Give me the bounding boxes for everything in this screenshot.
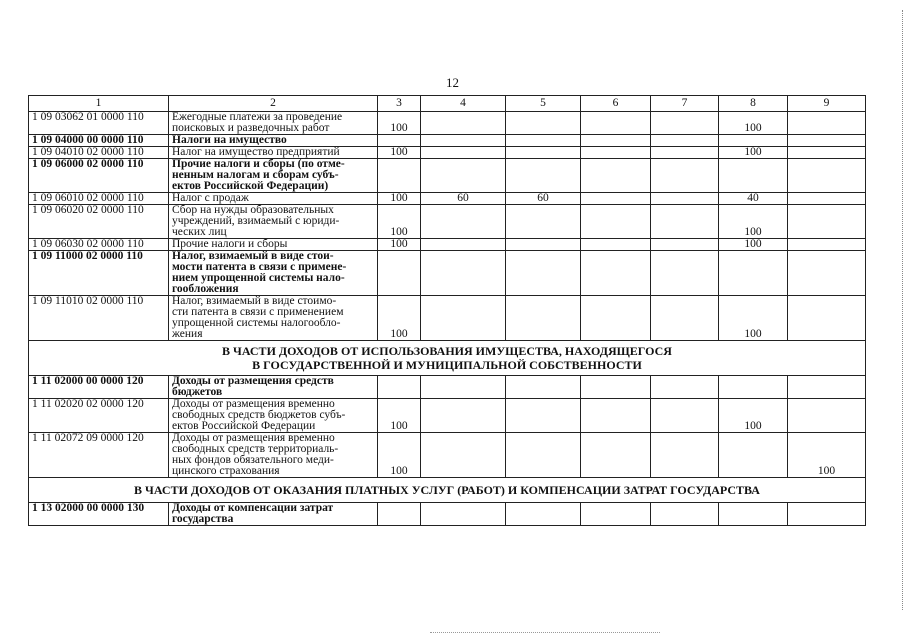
budget-classification-code: 1 09 06030 02 0000 110 bbox=[29, 239, 169, 251]
revenue-name-line: Прочие налоги и сборы (по отме- bbox=[172, 158, 345, 170]
column-number-cell: 3 bbox=[378, 96, 421, 112]
percentage-cell bbox=[788, 399, 866, 433]
percentage-cell bbox=[378, 503, 421, 526]
percentage-cell bbox=[378, 135, 421, 147]
percentage-cell bbox=[581, 147, 651, 159]
percentage-cell bbox=[651, 159, 719, 193]
percentage-cell: 100 bbox=[378, 239, 421, 251]
percentage-cell: 60 bbox=[506, 193, 581, 205]
revenue-name-line: Доходы от размещения средств bbox=[172, 375, 334, 387]
percentage-cell bbox=[421, 503, 506, 526]
table-row bbox=[29, 159, 866, 193]
percentage-cell bbox=[378, 159, 421, 193]
percentage-cell bbox=[581, 135, 651, 147]
revenue-name bbox=[169, 251, 378, 296]
column-number-cell: 9 bbox=[788, 96, 866, 112]
percentage-cell: 100 bbox=[719, 239, 788, 251]
revenue-name bbox=[169, 376, 378, 399]
column-number-cell: 7 bbox=[651, 96, 719, 112]
revenue-name-line: Доходы от компенсации затрат bbox=[172, 502, 334, 514]
revenue-name bbox=[169, 503, 378, 526]
percentage-cell: 100 bbox=[719, 296, 788, 341]
percentage-cell bbox=[421, 135, 506, 147]
percentage-cell bbox=[651, 399, 719, 433]
column-number-cell: 2 bbox=[169, 96, 378, 112]
percentage-cell bbox=[421, 205, 506, 239]
budget-classification-code: 1 09 03062 01 0000 110 bbox=[29, 112, 169, 135]
percentage-cell: 100 bbox=[378, 147, 421, 159]
percentage-cell bbox=[378, 376, 421, 399]
percentage-cell bbox=[506, 433, 581, 478]
budget-classification-code: 1 11 02000 00 0000 120 bbox=[29, 376, 169, 399]
percentage-cell bbox=[788, 376, 866, 399]
budget-classification-code: 1 09 06020 02 0000 110 bbox=[29, 205, 169, 239]
revenue-name-line: ческих лиц bbox=[172, 226, 227, 238]
percentage-cell bbox=[651, 193, 719, 205]
page-number: 12 bbox=[446, 75, 459, 90]
percentage-cell bbox=[651, 112, 719, 135]
revenue-name-line: жения bbox=[172, 328, 203, 340]
percentage-cell: 100 bbox=[719, 205, 788, 239]
budget-classification-code: 1 11 02020 02 0000 120 bbox=[29, 399, 169, 433]
percentage-cell bbox=[581, 205, 651, 239]
revenue-name-line: свободных средств территориаль- bbox=[172, 443, 339, 455]
table-row bbox=[29, 399, 866, 433]
percentage-cell bbox=[719, 135, 788, 147]
revenue-name-line: ненным налогам и сборам субъ- bbox=[172, 169, 339, 181]
revenue-name-line: Сбор на нужды образовательных bbox=[172, 204, 334, 216]
percentage-cell bbox=[506, 376, 581, 399]
table-row bbox=[29, 239, 866, 251]
revenue-name-line: Налог на имущество предприятий bbox=[172, 146, 340, 158]
percentage-cell bbox=[719, 376, 788, 399]
table-row bbox=[29, 503, 866, 526]
column-number-cell: 8 bbox=[719, 96, 788, 112]
revenue-name bbox=[169, 239, 378, 251]
revenue-name bbox=[169, 159, 378, 193]
percentage-cell: 100 bbox=[719, 399, 788, 433]
table-row bbox=[29, 251, 866, 296]
percentage-cell bbox=[788, 296, 866, 341]
percentage-cell bbox=[506, 296, 581, 341]
budget-classification-code: 1 09 06000 02 0000 110 bbox=[29, 159, 169, 193]
percentage-cell bbox=[651, 135, 719, 147]
percentage-cell bbox=[719, 503, 788, 526]
column-number-cell: 4 bbox=[421, 96, 506, 112]
table-row bbox=[29, 205, 866, 239]
table-row bbox=[29, 135, 866, 147]
percentage-cell: 100 bbox=[378, 112, 421, 135]
section-heading-row bbox=[29, 341, 866, 376]
section-heading-row bbox=[29, 478, 866, 503]
budget-classification-code: 1 09 11000 02 0000 110 bbox=[29, 251, 169, 296]
revenue-name-line: нием упрощенной системы нало- bbox=[172, 272, 345, 284]
percentage-cell: 100 bbox=[719, 112, 788, 135]
column-number-row bbox=[29, 96, 866, 112]
percentage-cell bbox=[421, 239, 506, 251]
percentage-cell: 100 bbox=[719, 147, 788, 159]
budget-classification-code: 1 09 04010 02 0000 110 bbox=[29, 147, 169, 159]
revenue-name-line: ектов Российской Федерации bbox=[172, 420, 316, 432]
percentage-cell: 100 bbox=[378, 205, 421, 239]
percentage-cell bbox=[651, 147, 719, 159]
revenue-name-line: Доходы от размещения временно bbox=[172, 432, 335, 444]
section-heading-line: В ГОСУДАРСТВЕННОЙ И МУНИЦИПАЛЬНОЙ СОБСТВЕННОСТИ bbox=[252, 358, 642, 372]
percentage-cell bbox=[581, 251, 651, 296]
percentage-cell bbox=[421, 147, 506, 159]
revenue-name-line: ных фондов обязательного меди- bbox=[172, 454, 334, 466]
revenue-name-line: Налог, взимаемый в виде стои- bbox=[172, 250, 334, 262]
revenue-name-line: гообложения bbox=[172, 283, 239, 295]
revenue-allocation-table bbox=[28, 95, 866, 526]
scan-edge-artifact bbox=[900, 10, 903, 610]
table-row bbox=[29, 433, 866, 478]
percentage-cell bbox=[581, 239, 651, 251]
revenue-name bbox=[169, 205, 378, 239]
percentage-cell bbox=[788, 239, 866, 251]
percentage-cell bbox=[506, 205, 581, 239]
column-number-cell: 5 bbox=[506, 96, 581, 112]
revenue-name-line: мости патента в связи с примене- bbox=[172, 261, 347, 273]
percentage-cell bbox=[421, 296, 506, 341]
section-heading-line: В ЧАСТИ ДОХОДОВ ОТ ИСПОЛЬЗОВАНИЯ ИМУЩЕСТВА, НАХОДЯЩЕГОСЯ bbox=[222, 344, 672, 358]
percentage-cell bbox=[788, 147, 866, 159]
scan-noise-artifact bbox=[430, 632, 660, 635]
column-number-cell: 1 bbox=[29, 96, 169, 112]
revenue-name-line: Налоги на имущество bbox=[172, 134, 287, 146]
revenue-name-line: учреждений, взимаемый с юриди- bbox=[172, 215, 340, 227]
percentage-cell bbox=[788, 205, 866, 239]
percentage-cell: 100 bbox=[788, 433, 866, 478]
percentage-cell bbox=[651, 503, 719, 526]
percentage-cell bbox=[581, 193, 651, 205]
section-heading bbox=[29, 341, 866, 376]
revenue-name-line: сти патента в связи с применением bbox=[172, 306, 344, 318]
percentage-cell bbox=[581, 159, 651, 193]
percentage-cell bbox=[506, 239, 581, 251]
revenue-name-line: государства bbox=[172, 513, 234, 525]
revenue-name bbox=[169, 433, 378, 478]
revenue-name bbox=[169, 193, 378, 205]
percentage-cell bbox=[719, 251, 788, 296]
percentage-cell bbox=[421, 399, 506, 433]
percentage-cell bbox=[719, 433, 788, 478]
percentage-cell bbox=[651, 239, 719, 251]
percentage-cell bbox=[788, 159, 866, 193]
percentage-cell bbox=[581, 112, 651, 135]
section-heading bbox=[29, 478, 866, 503]
table-row bbox=[29, 376, 866, 399]
percentage-cell: 60 bbox=[421, 193, 506, 205]
revenue-name bbox=[169, 112, 378, 135]
revenue-name bbox=[169, 399, 378, 433]
revenue-name-line: Ежегодные платежи за проведение bbox=[172, 111, 343, 123]
percentage-cell bbox=[651, 251, 719, 296]
percentage-cell bbox=[788, 251, 866, 296]
percentage-cell bbox=[651, 296, 719, 341]
percentage-cell bbox=[651, 433, 719, 478]
percentage-cell bbox=[421, 433, 506, 478]
percentage-cell bbox=[581, 433, 651, 478]
budget-classification-code: 1 09 06010 02 0000 110 bbox=[29, 193, 169, 205]
percentage-cell bbox=[506, 147, 581, 159]
budget-classification-code: 1 09 04000 00 0000 110 bbox=[29, 135, 169, 147]
revenue-name-line: Доходы от размещения временно bbox=[172, 398, 335, 410]
percentage-cell bbox=[788, 135, 866, 147]
column-number-cell: 6 bbox=[581, 96, 651, 112]
revenue-name bbox=[169, 147, 378, 159]
percentage-cell: 100 bbox=[378, 399, 421, 433]
revenue-name-line: Налог, взимаемый в виде стоимо- bbox=[172, 295, 337, 307]
revenue-name-line: упрощенной системы налогообло- bbox=[172, 317, 341, 329]
revenue-name bbox=[169, 296, 378, 341]
percentage-cell bbox=[788, 193, 866, 205]
percentage-cell: 100 bbox=[378, 296, 421, 341]
revenue-name-line: цинского страхования bbox=[172, 465, 280, 477]
budget-classification-code: 1 13 02000 00 0000 130 bbox=[29, 503, 169, 526]
percentage-cell bbox=[651, 205, 719, 239]
percentage-cell bbox=[421, 251, 506, 296]
revenue-name-line: ектов Российской Федерации) bbox=[172, 180, 329, 192]
revenue-name bbox=[169, 135, 378, 147]
revenue-name-line: бюджетов bbox=[172, 386, 223, 398]
percentage-cell bbox=[421, 159, 506, 193]
table-row bbox=[29, 112, 866, 135]
percentage-cell bbox=[581, 376, 651, 399]
budget-classification-code: 1 11 02072 09 0000 120 bbox=[29, 433, 169, 478]
percentage-cell bbox=[581, 503, 651, 526]
section-heading-line: В ЧАСТИ ДОХОДОВ ОТ ОКАЗАНИЯ ПЛАТНЫХ УСЛУГ (РАБОТ) И КОМПЕНСАЦИИ ЗАТРАТ ГОСУДАРСТВА bbox=[134, 483, 760, 497]
percentage-cell bbox=[506, 251, 581, 296]
percentage-cell bbox=[506, 135, 581, 147]
revenue-name-line: Прочие налоги и сборы bbox=[172, 238, 288, 250]
percentage-cell: 100 bbox=[378, 433, 421, 478]
percentage-cell bbox=[788, 112, 866, 135]
percentage-cell bbox=[506, 112, 581, 135]
budget-classification-code: 1 09 11010 02 0000 110 bbox=[29, 296, 169, 341]
table-row bbox=[29, 147, 866, 159]
revenue-name-line: свободных средств бюджетов субъ- bbox=[172, 409, 346, 421]
percentage-cell: 40 bbox=[719, 193, 788, 205]
percentage-cell bbox=[651, 376, 719, 399]
percentage-cell bbox=[719, 159, 788, 193]
revenue-name-line: Налог с продаж bbox=[172, 192, 249, 204]
percentage-cell bbox=[581, 399, 651, 433]
percentage-cell bbox=[506, 503, 581, 526]
percentage-cell bbox=[421, 376, 506, 399]
table-row bbox=[29, 296, 866, 341]
percentage-cell bbox=[506, 159, 581, 193]
percentage-cell: 100 bbox=[378, 193, 421, 205]
percentage-cell bbox=[788, 503, 866, 526]
percentage-cell bbox=[421, 112, 506, 135]
percentage-cell bbox=[581, 296, 651, 341]
revenue-name-line: поисковых и разведочных работ bbox=[172, 122, 330, 134]
percentage-cell bbox=[378, 251, 421, 296]
table-row bbox=[29, 193, 866, 205]
percentage-cell bbox=[506, 399, 581, 433]
